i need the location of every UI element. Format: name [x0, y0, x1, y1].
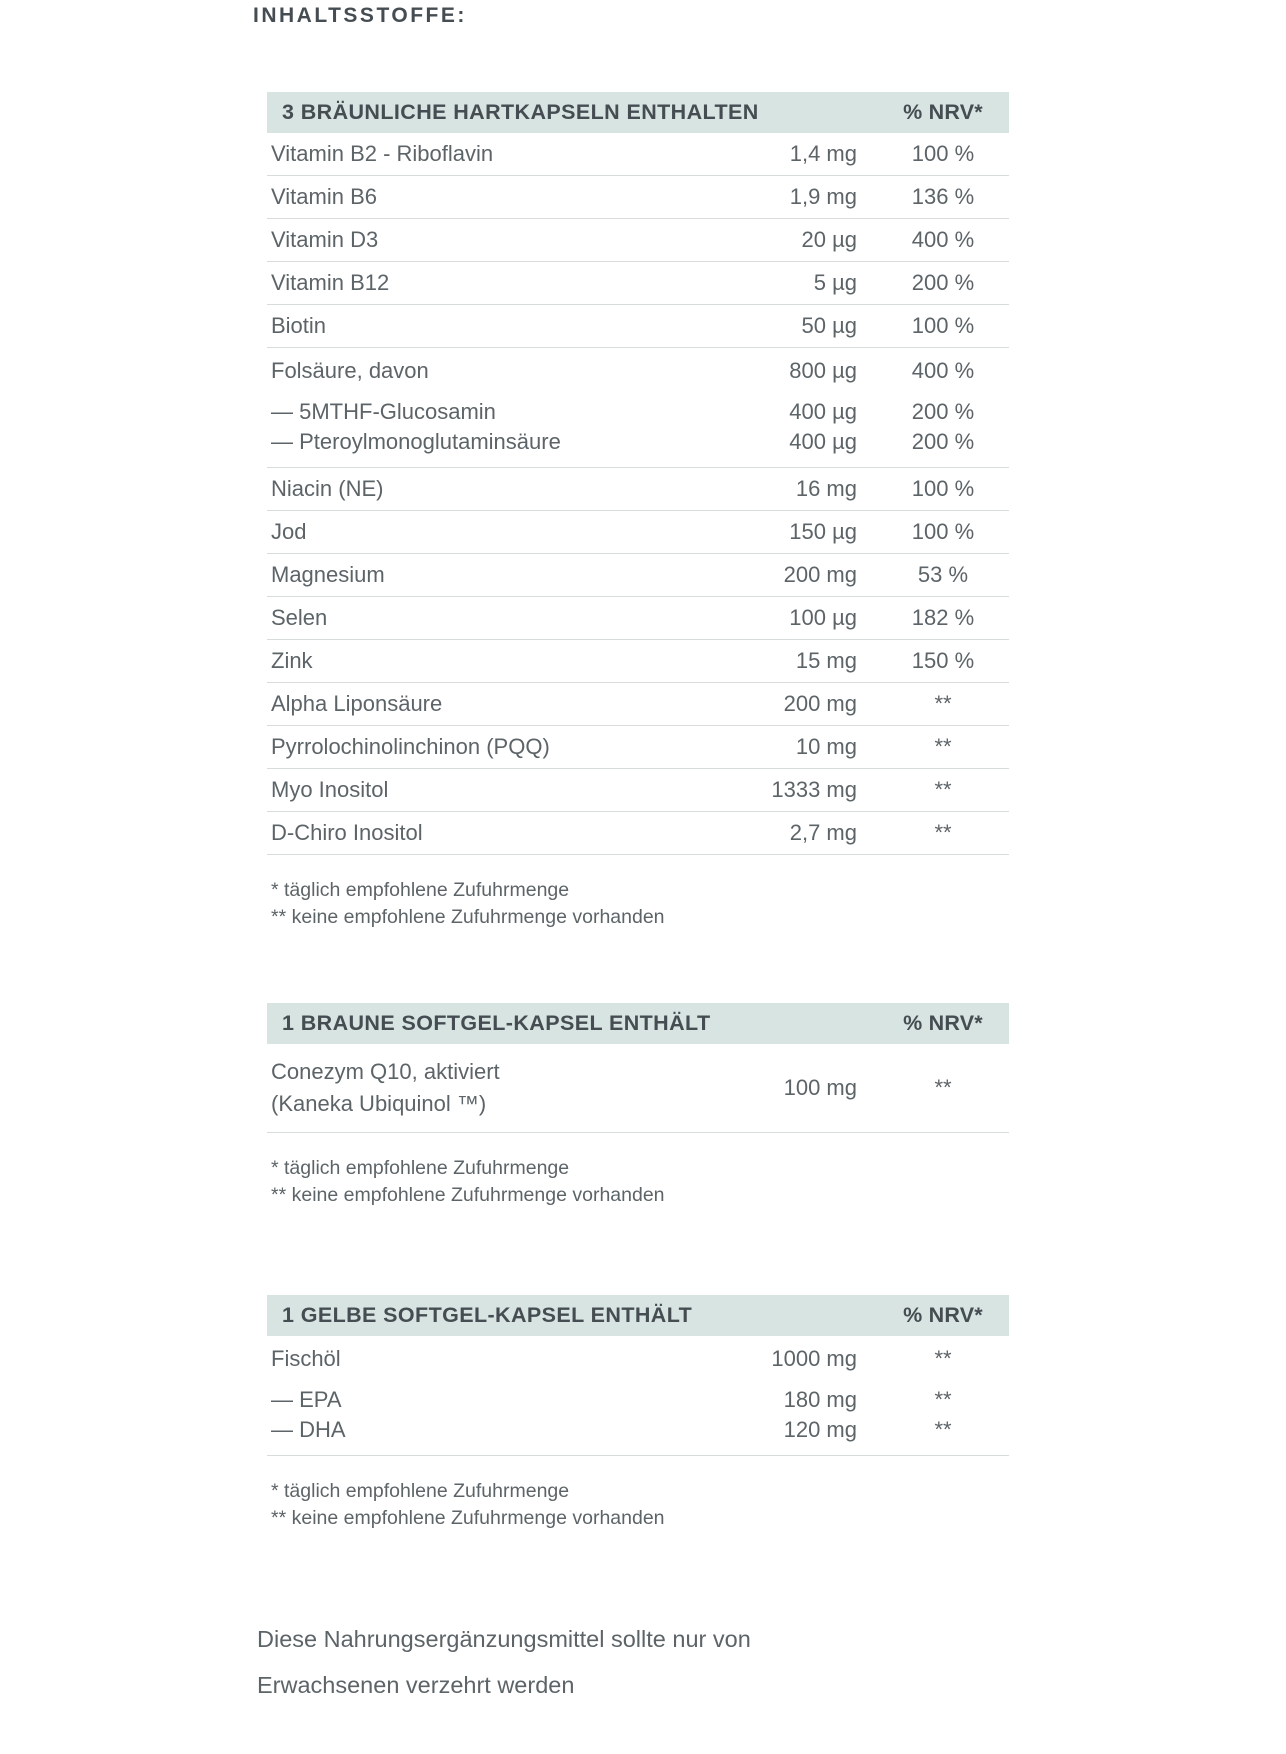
ingredient-nrv: **	[934, 691, 952, 716]
ingredient-group	[267, 597, 1009, 640]
table-row	[267, 1415, 1009, 1445]
table-row	[267, 427, 1009, 457]
ingredient-nrv: 100 %	[911, 519, 975, 544]
table-hartkapseln	[267, 92, 1009, 931]
table-row	[267, 769, 1009, 811]
ingredient-amount: 400 µg	[789, 399, 857, 424]
ingredient-amount: 100 mg	[783, 1075, 857, 1100]
ingredient-name: Vitamin B2 - Riboflavin	[271, 141, 494, 166]
table-header-row	[267, 92, 1009, 133]
table-row	[267, 262, 1009, 304]
ingredient-group	[267, 468, 1009, 511]
footnote-daily-intake: * täglich empfohlene Zufuhrmenge	[271, 879, 570, 901]
table-row	[267, 683, 1009, 725]
table-row	[267, 726, 1009, 768]
ingredient-nrv: 400 %	[911, 227, 975, 252]
ingredient-amount: 200 mg	[783, 562, 857, 587]
adults-only-note-line1: Diese Nahrungsergänzungsmittel sollte nur von	[257, 1626, 751, 1652]
ingredient-nrv: **	[934, 1387, 952, 1412]
ingredient-name: — 5MTHF-Glucosamin	[271, 399, 496, 424]
ingredient-group	[267, 511, 1009, 554]
table-row	[267, 176, 1009, 218]
ingredient-group	[267, 726, 1009, 769]
footnotes-block	[271, 877, 1009, 931]
page-title: INHALTSSTOFFE:	[253, 4, 467, 27]
ingredient-amount: 100 µg	[789, 605, 857, 630]
ingredient-name: Fischöl	[271, 1346, 341, 1371]
ingredient-nrv: **	[934, 777, 952, 802]
ingredient-nrv: 53 %	[917, 562, 969, 587]
table-row	[267, 355, 1009, 397]
ingredient-nrv: 100 %	[911, 313, 975, 338]
ingredient-amount: 10 mg	[795, 734, 857, 759]
footnotes-block	[271, 1478, 1009, 1532]
ingredient-nrv: **	[934, 820, 952, 845]
table-body	[267, 133, 1009, 855]
adults-only-note	[257, 1616, 1286, 1708]
ingredient-name: Biotin	[271, 313, 327, 338]
ingredient-amount: 200 mg	[783, 691, 857, 716]
footnotes-block	[271, 1155, 1009, 1209]
table-header-nrv: % NRV*	[903, 100, 983, 124]
table-row	[267, 1044, 1009, 1132]
ingredient-group	[267, 305, 1009, 348]
ingredient-amount: 800 µg	[789, 358, 857, 383]
table-header-nrv: % NRV*	[903, 1303, 983, 1327]
table-header-row	[267, 1003, 1009, 1044]
ingredient-amount: 2,7 mg	[789, 820, 857, 845]
ingredient-amount: 50 µg	[801, 313, 857, 338]
table-braune-softgel	[267, 1003, 1009, 1209]
table-body	[267, 1336, 1009, 1456]
ingredient-amount: 150 µg	[789, 519, 857, 544]
ingredient-amount: 400 µg	[789, 429, 857, 454]
table-row	[267, 812, 1009, 854]
ingredient-nrv: 200 %	[911, 429, 975, 454]
ingredient-nrv: **	[934, 1346, 952, 1371]
ingredient-amount: 180 mg	[783, 1387, 857, 1412]
table-header-title: 1 GELBE SOFTGEL-KAPSEL ENTHÄLT	[282, 1303, 693, 1327]
table-row	[267, 554, 1009, 596]
table-gelbe-softgel	[267, 1295, 1009, 1532]
ingredient-group	[267, 554, 1009, 597]
ingredient-name: Pyrrolochinolinchinon (PQQ)	[271, 734, 550, 759]
ingredient-group	[267, 348, 1009, 468]
ingredient-group	[267, 176, 1009, 219]
ingredient-amount: 1,4 mg	[789, 141, 857, 166]
ingredient-group	[267, 219, 1009, 262]
ingredient-amount: 20 µg	[801, 227, 857, 252]
ingredient-group	[267, 1044, 1009, 1133]
ingredient-group	[267, 262, 1009, 305]
ingredient-group	[267, 812, 1009, 855]
ingredient-name: Selen	[271, 605, 328, 630]
ingredient-name: — DHA	[271, 1417, 346, 1442]
footnote-no-reference: ** keine empfohlene Zufuhrmenge vorhanden	[271, 1184, 665, 1206]
ingredient-nrv: 136 %	[911, 184, 975, 209]
table-header-title: 1 BRAUNE SOFTGEL-KAPSEL ENTHÄLT	[282, 1011, 711, 1035]
table-row	[267, 1343, 1009, 1385]
table-header-nrv: % NRV*	[903, 1011, 983, 1035]
ingredient-nrv: **	[934, 734, 952, 759]
ingredient-nrv: 182 %	[911, 605, 975, 630]
ingredient-name: Vitamin B6	[271, 184, 377, 209]
ingredient-group	[267, 133, 1009, 176]
ingredient-amount: 1000 mg	[771, 1346, 857, 1371]
ingredient-name: Myo Inositol	[271, 777, 389, 802]
ingredient-nrv: 150 %	[911, 648, 975, 673]
table-row	[267, 1385, 1009, 1415]
adults-only-note-line2: Erwachsenen verzehrt werden	[257, 1672, 575, 1698]
ingredient-amount: 5 µg	[813, 270, 857, 295]
ingredient-nrv: 200 %	[911, 270, 975, 295]
ingredient-name: D-Chiro Inositol	[271, 820, 423, 845]
ingredient-amount: 15 mg	[795, 648, 857, 673]
ingredient-nrv: 200 %	[911, 399, 975, 424]
ingredient-nrv: 100 %	[911, 476, 975, 501]
ingredient-amount: 120 mg	[783, 1417, 857, 1442]
ingredient-group	[267, 769, 1009, 812]
ingredient-name: Folsäure, davon	[271, 358, 429, 383]
ingredient-group	[267, 1336, 1009, 1456]
table-body	[267, 1044, 1009, 1133]
ingredient-name: — Pteroylmonoglutaminsäure	[271, 429, 561, 454]
ingredient-amount: 1,9 mg	[789, 184, 857, 209]
table-row	[267, 468, 1009, 510]
ingredient-name: Alpha Liponsäure	[271, 691, 443, 716]
ingredient-nrv: 100 %	[911, 141, 975, 166]
footnote-no-reference: ** keine empfohlene Zufuhrmenge vorhanden	[271, 906, 665, 928]
table-row	[267, 305, 1009, 347]
ingredient-group	[267, 683, 1009, 726]
ingredient-name: Conezym Q10, aktiviert (Kaneka Ubiquinol ™)	[271, 1059, 500, 1116]
ingredient-group	[267, 640, 1009, 683]
ingredient-name: — EPA	[271, 1387, 342, 1412]
table-row	[267, 511, 1009, 553]
ingredient-amount: 1333 mg	[771, 777, 857, 802]
ingredient-nrv: 400 %	[911, 358, 975, 383]
footnote-no-reference: ** keine empfohlene Zufuhrmenge vorhanden	[271, 1507, 665, 1529]
table-row	[267, 597, 1009, 639]
table-row	[267, 133, 1009, 175]
table-header-row	[267, 1295, 1009, 1336]
footnote-daily-intake: * täglich empfohlene Zufuhrmenge	[271, 1157, 570, 1179]
ingredient-amount: 16 mg	[795, 476, 857, 501]
ingredient-name: Zink	[271, 648, 313, 673]
ingredient-nrv: **	[934, 1417, 952, 1442]
table-row	[267, 640, 1009, 682]
ingredient-name: Niacin (NE)	[271, 476, 384, 501]
ingredient-name: Jod	[271, 519, 307, 544]
ingredient-name: Vitamin B12	[271, 270, 390, 295]
ingredient-name: Vitamin D3	[271, 227, 379, 252]
table-row	[267, 219, 1009, 261]
ingredient-nrv: **	[934, 1075, 952, 1100]
table-header-title: 3 BRÄUNLICHE HARTKAPSELN ENTHALTEN	[282, 100, 759, 124]
footnote-daily-intake: * täglich empfohlene Zufuhrmenge	[271, 1480, 570, 1502]
table-row	[267, 397, 1009, 427]
ingredient-name: Magnesium	[271, 562, 385, 587]
